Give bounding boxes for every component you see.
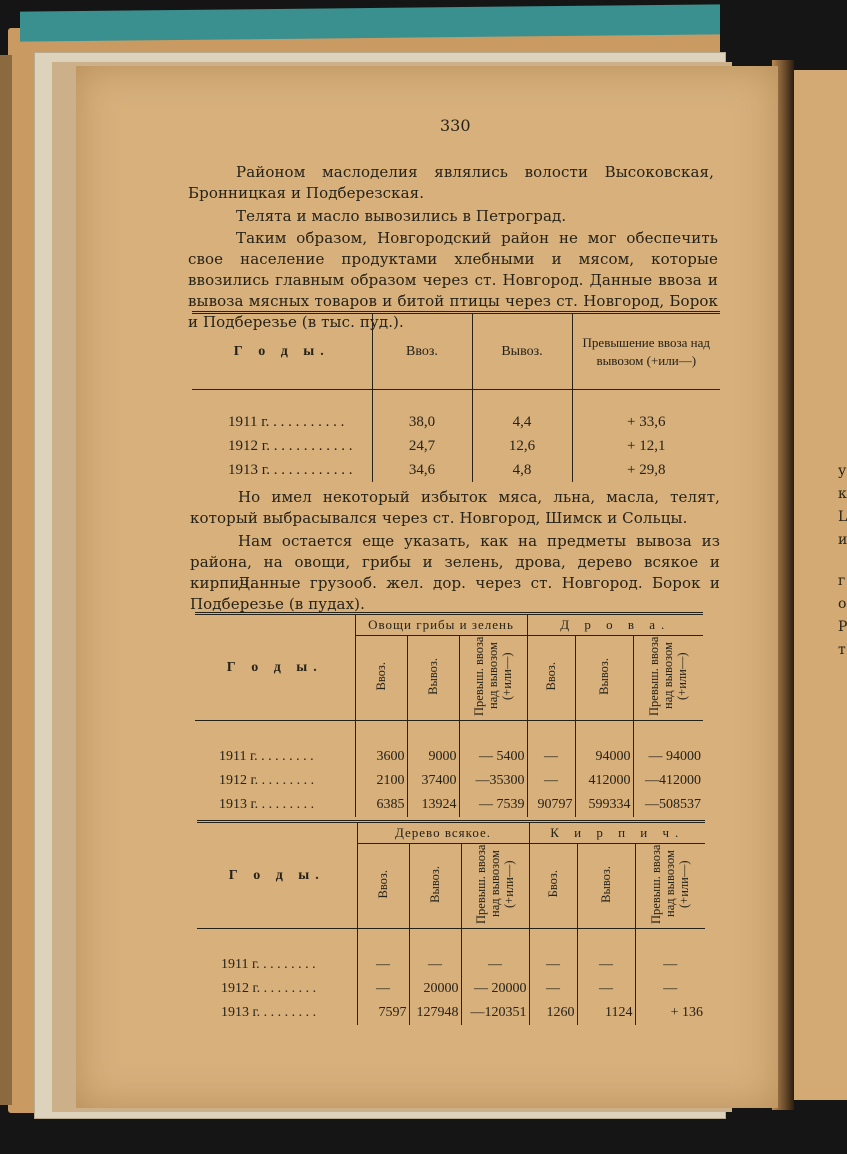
cell-timber-export: 20000 (409, 977, 461, 1001)
cell-timber-export: — (409, 953, 461, 977)
cell-wood-excess: —508537 (633, 793, 703, 817)
row-year: 1911 г. . . . . . . . . . . (228, 413, 345, 430)
table-row (195, 745, 703, 769)
cell-wood-excess: —412000 (633, 769, 703, 793)
cell-brick-excess: — (635, 977, 705, 1001)
header-vegetables: Овощи грибы и зелень (355, 614, 527, 636)
facing-page-letter: г (838, 573, 846, 589)
row-year: 1912 г. . . . . . . . . (219, 773, 315, 788)
cell-import: 24,7 (372, 434, 472, 458)
header-export-label: Вывоз. (597, 657, 611, 695)
header-import (527, 636, 575, 721)
paragraph-surplus: Но имел некоторый избыток мяса, льна, масла, телят, который выбрасывался через ст. Новгород, Шимск и Сольцы. (190, 488, 720, 527)
paragraph-freight-data: Данные грузооб. жел. дор. через ст. Новгород. Борок и Подберезье (в пудах). (190, 574, 720, 613)
table-row (192, 434, 720, 458)
paragraph-meat-import: Таким образом, Новгородский район не мог обеспечить свое население продуктами хлебными и мясом, которые ввозились главным образом через ст. Новгород. Данные ввоза и вывоза мясных товаров и битой птицы через ст. Новгород, Борок и Подберезье (в тыс. пуд.). (188, 229, 718, 331)
cell-timber-import: — (357, 977, 409, 1001)
header-import-label: Ввоз. (374, 661, 388, 691)
cell-brick-export: — (577, 953, 635, 977)
cell-veg-import: 2100 (355, 769, 407, 793)
header-excess (572, 313, 720, 390)
table-row (197, 953, 705, 977)
header-import: Ввоз. (372, 313, 472, 390)
cell-veg-export: 37400 (407, 769, 459, 793)
header-export (577, 844, 635, 929)
cell-timber-export: 127948 (409, 1001, 461, 1025)
header-export: Вывоз. (472, 313, 572, 390)
header-excess (635, 844, 705, 929)
paragraph-calves-export: Телята и масло вывозились в Петроград. (236, 207, 567, 225)
header-export (409, 844, 461, 929)
header-export-label: Вывоз. (426, 657, 440, 695)
table-row (195, 769, 703, 793)
cell-brick-export: — (577, 977, 635, 1001)
table-row (197, 1001, 705, 1025)
header-firewood: Д р о в а. (527, 614, 703, 636)
cell-export: 12,6 (472, 434, 572, 458)
cell-import: 38,0 (372, 410, 472, 434)
facing-page-letter: к (838, 486, 847, 502)
header-years-label: Г о д ы. (228, 868, 325, 883)
cell-veg-excess: —35300 (459, 769, 527, 793)
header-import-label: Ввоз. (544, 661, 558, 691)
timber-brick-table (197, 820, 705, 1025)
cell-timber-excess: — 20000 (461, 977, 529, 1001)
row-year: 1912 г. . . . . . . . . (221, 981, 317, 996)
cell-excess: + 29,8 (572, 458, 720, 482)
row-year: 1911 г. . . . . . . . . (219, 749, 314, 764)
cell-timber-import: 7597 (357, 1001, 409, 1025)
header-export (575, 636, 633, 721)
header-years (195, 614, 355, 721)
cell-export: 4,4 (472, 410, 572, 434)
header-years-label: Г о д ы. (226, 660, 323, 675)
table-row (195, 793, 703, 817)
row-year: 1913 г. . . . . . . . . (221, 1005, 317, 1020)
header-export-label: Вывоз. (428, 865, 442, 903)
cell-brick-import: 1260 (529, 1001, 577, 1025)
header-import (357, 844, 409, 929)
header-import-label: Ввоз. (376, 869, 390, 899)
cell-brick-export: 1124 (577, 1001, 635, 1025)
book-spine-edge (0, 55, 12, 1105)
header-years (192, 313, 372, 390)
cell-brick-import: — (529, 977, 577, 1001)
cell-wood-export: 599334 (575, 793, 633, 817)
header-import-label: Бвоз. (546, 870, 560, 898)
header-export-label: Вывоз. (599, 865, 613, 903)
cell-wood-excess: — 94000 (633, 745, 703, 769)
header-years-label: Г о д ы. (233, 343, 330, 359)
header-excess (461, 844, 529, 929)
header-excess-label: Превыш. ввоза над вывозом (+или—) (472, 636, 514, 716)
header-timber: Дерево всякое. (357, 822, 529, 844)
cell-veg-excess: — 7539 (459, 793, 527, 817)
row-year: 1913 г. . . . . . . . . (219, 797, 315, 812)
header-excess (633, 636, 703, 721)
facing-page-letter: L (838, 509, 847, 525)
page-number: 330 (440, 116, 471, 135)
header-excess-label: Превыш. ввоза над вывозом (+или—) (649, 844, 692, 924)
cell-export: 4,8 (472, 458, 572, 482)
table-row (197, 977, 705, 1001)
cell-veg-export: 13924 (407, 793, 459, 817)
facing-page-letter: Р (838, 619, 847, 635)
header-excess (459, 636, 527, 721)
meat-trade-table (192, 311, 720, 482)
cell-wood-import: — (527, 745, 575, 769)
facing-page-letter: о (838, 596, 847, 612)
header-import (529, 844, 577, 929)
facing-page-text-upper (838, 460, 847, 552)
cell-excess: + 33,6 (572, 410, 720, 434)
facing-page-letter: у (838, 463, 847, 479)
header-import (355, 636, 407, 721)
paragraph-butter-region: Районом маслоделия являлись волости Высоковская, Бронницкая и Подберезская. (188, 163, 714, 202)
cell-veg-excess: — 5400 (459, 745, 527, 769)
cell-timber-excess: —120351 (461, 1001, 529, 1025)
cell-brick-excess: — (635, 953, 705, 977)
header-years (197, 822, 357, 929)
cell-veg-export: 9000 (407, 745, 459, 769)
vegetables-firewood-table (195, 612, 703, 817)
cell-timber-excess: — (461, 953, 529, 977)
header-excess-label: Превышение ввоза над вывозом (+или—) (582, 334, 710, 368)
facing-page-letter: и (838, 532, 847, 548)
cell-wood-export: 94000 (575, 745, 633, 769)
paragraph-export-items: Нам остается еще указать, как на предметы вывоза из района, на овощи, грибы и зелень, дрова, дерево всякое и кирпич. (190, 532, 720, 592)
cell-excess: + 12,1 (572, 434, 720, 458)
table-row (192, 410, 720, 434)
table-row (192, 458, 720, 482)
facing-page-letter: т (838, 642, 846, 658)
row-year: 1913 г. . . . . . . . . . . . (228, 461, 353, 478)
cell-brick-excess: + 136 (635, 1001, 705, 1025)
cell-veg-import: 3600 (355, 745, 407, 769)
cell-brick-import: — (529, 953, 577, 977)
header-export (407, 636, 459, 721)
row-year: 1911 г. . . . . . . . . (221, 957, 316, 972)
cell-veg-import: 6385 (355, 793, 407, 817)
cell-wood-export: 412000 (575, 769, 633, 793)
header-excess-label: Превыш. ввоза над вывозом (+или—) (647, 636, 690, 716)
cell-wood-import: — (527, 769, 575, 793)
cell-wood-import: 90797 (527, 793, 575, 817)
row-year: 1912 г. . . . . . . . . . . . (228, 437, 353, 454)
header-brick: К и р п и ч. (529, 822, 705, 844)
facing-page-text-lower (838, 570, 847, 662)
header-excess-label: Превыш. ввоза над вывозом (+или—) (474, 844, 516, 924)
cell-import: 34,6 (372, 458, 472, 482)
cell-timber-import: — (357, 953, 409, 977)
